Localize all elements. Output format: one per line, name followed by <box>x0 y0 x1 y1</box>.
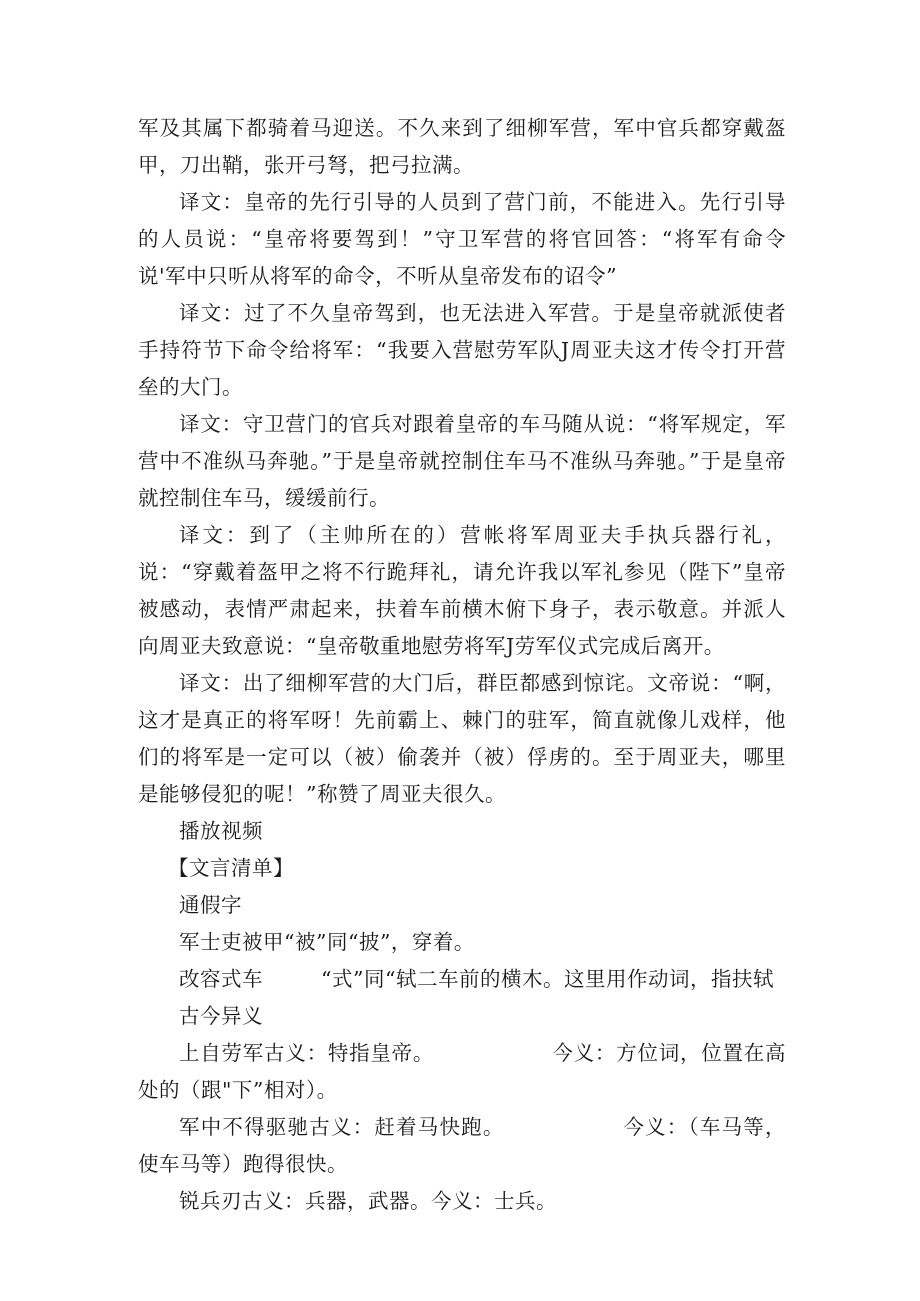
paragraph-4: 译文：守卫营门的官兵对跟着皇帝的车马随从说：“将军规定，军营中不准纵马奔驰。”于是皇帝就控制住车马不准纵马奔驰。”于是皇帝就控制住车马，缓缓前行。 <box>138 412 786 510</box>
paragraph-6: 译文：出了细柳军营的大门后，群臣都感到惊诧。文帝说：“啊，这才是真正的将军呀！先前霸上、棘门的驻军，简直就像儿戏样，他们的将军是一定可以（被）偷袭并（被）俘虏的。至于周亚夫，哪里是能够侵犯的呢！”称赞了周亚夫很久。 <box>138 671 786 806</box>
paragraph-2: 译文：皇帝的先行引导的人员到了营门前，不能进入。先行引导的人员说：“皇帝将要驾到！”守卫军营的将官回答：“将军有命令说'军中只听从将军的命令，不听从皇帝发布的诏令” <box>138 190 786 288</box>
paragraph-tongjiazi-1: 军士吏被甲“被”同“披”，穿着。 <box>179 930 475 954</box>
definition-text: 今义：方位词，位置在高处的（跟"下”相对）。 <box>138 1041 787 1102</box>
term-text: 军中不得驱驰古义：赶着马快跑。 <box>179 1115 505 1139</box>
section-heading-tongjiazi: 通假字 <box>179 893 242 917</box>
definition-text: “式”同“轼二车前的横木。这里用作动词，指扶轼 <box>321 967 774 991</box>
paragraph-tongjiazi-2 <box>138 961 786 998</box>
play-video-text: 播放视频 <box>179 819 263 843</box>
term-text: 改容式车 <box>179 967 263 991</box>
paragraph-1: 军及其属下都骑着马迎送。不久来到了细柳军营，军中官兵都穿戴盔甲，刀出鞘，张开弓弩，把弓拉满。 <box>138 116 786 177</box>
document-body <box>138 110 786 1220</box>
term-text: 上自劳军古义：特指皇帝。 <box>179 1041 435 1065</box>
paragraph-5: 译文：到了（主帅所在的）营帐将军周亚夫手执兵器行礼，说：“穿戴着盔甲之将不行跪拜礼，请允许我以军礼参见（陛下”皇帝被感动，表情严肃起来，扶着车前横木俯下身子，表示敬意。并派人向周亚夫致意说：“皇帝敬重地慰劳将军J劳军仪式完成后离开。 <box>138 523 786 658</box>
paragraph-gujin-3: 锐兵刃古义：兵器，武器。今义：士兵。 <box>179 1189 557 1213</box>
paragraph-gujin-2 <box>138 1109 786 1183</box>
paragraph-3: 译文：过了不久皇帝驾到，也无法进入军营。于是皇帝就派使者手持符节下命令给将军：“我要入营慰劳军队J周亚夫这才传令打开营垒的大门。 <box>138 301 786 399</box>
definition-text: 今义：（车马等，使车马等）跑得很快。 <box>138 1115 787 1176</box>
section-heading-gujin: 古今异义 <box>179 1004 263 1028</box>
paragraph-gujin-1 <box>138 1035 786 1109</box>
section-heading-wenyan: 【文言清单】 <box>168 856 294 880</box>
